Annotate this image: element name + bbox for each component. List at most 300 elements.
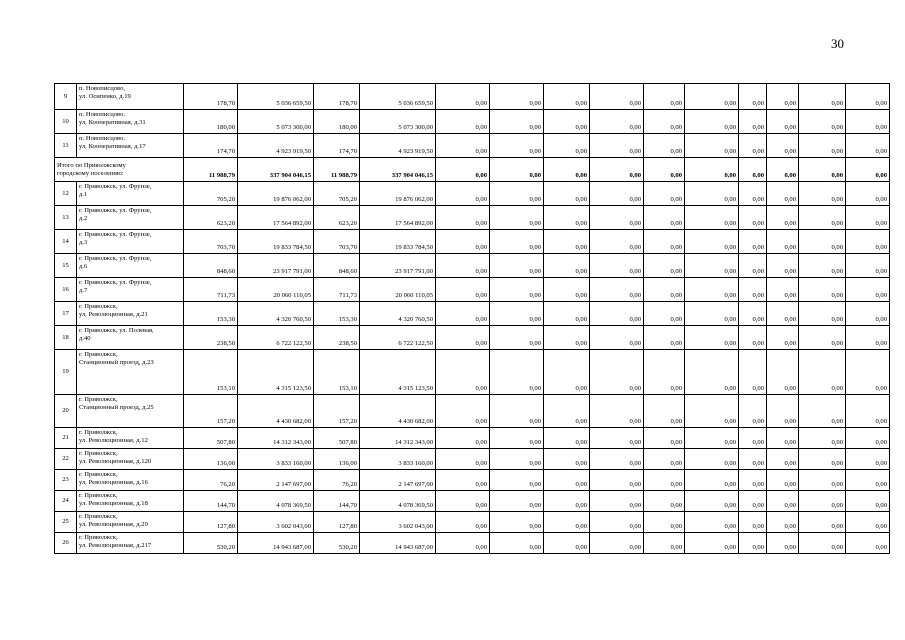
value-cell: 17 564 892,00 [238, 206, 314, 230]
value-cell: 0,00 [767, 533, 799, 554]
value-cell: 0,00 [685, 350, 739, 395]
value-cell: 623,20 [314, 206, 360, 230]
value-cell: 0,00 [767, 158, 799, 182]
value-cell: 19 876 062,00 [238, 182, 314, 206]
value-cell: 0,00 [685, 182, 739, 206]
value-cell: 20 060 110,05 [360, 278, 436, 302]
value-cell: 0,00 [644, 428, 685, 449]
row-number-cell: 26 [55, 533, 77, 554]
value-cell: 180,00 [184, 110, 238, 134]
value-cell: 0,00 [436, 449, 490, 470]
value-cell: 0,00 [767, 84, 799, 110]
value-cell: 0,00 [767, 302, 799, 326]
address-line: г. Приволжск, [79, 471, 118, 478]
address-line: ул. Кооперативная, д.31 [79, 118, 146, 126]
value-cell: 0,00 [590, 470, 644, 491]
value-cell: 0,00 [436, 512, 490, 533]
address-line: г. Приволжск, [79, 396, 118, 403]
value-cell: 0,00 [644, 84, 685, 110]
value-cell: 0,00 [490, 302, 544, 326]
value-cell: 0,00 [767, 491, 799, 512]
value-cell: 0,00 [590, 491, 644, 512]
value-cell: 19 833 784,50 [360, 230, 436, 254]
value-cell: 4 430 682,00 [238, 395, 314, 428]
value-cell: 0,00 [590, 206, 644, 230]
address-line: д.1 [79, 190, 88, 198]
value-cell: 5 073 300,00 [238, 110, 314, 134]
value-cell: 0,00 [739, 428, 767, 449]
value-cell: 0,00 [644, 302, 685, 326]
table-row [55, 449, 890, 470]
value-cell: 0,00 [590, 110, 644, 134]
value-cell: 153,30 [184, 302, 238, 326]
value-cell: 178,70 [184, 84, 238, 110]
value-cell: 0,00 [767, 395, 799, 428]
value-cell: 11 988,79 [184, 158, 238, 182]
table-row [55, 428, 890, 449]
value-cell: 0,00 [846, 428, 890, 449]
value-cell: 3 602 043,00 [360, 512, 436, 533]
value-cell: 0,00 [644, 491, 685, 512]
value-cell: 0,00 [799, 182, 846, 206]
value-cell: 0,00 [544, 254, 590, 278]
value-cell: 0,00 [799, 230, 846, 254]
value-cell: 23 917 791,00 [360, 254, 436, 278]
value-cell: 0,00 [490, 395, 544, 428]
value-cell: 0,00 [799, 512, 846, 533]
value-cell: 174,70 [314, 134, 360, 158]
table-row [55, 206, 890, 230]
row-number-cell: 14 [55, 230, 77, 254]
value-cell: 0,00 [644, 350, 685, 395]
value-cell: 0,00 [544, 278, 590, 302]
value-cell: 2 147 697,00 [360, 470, 436, 491]
table-row [55, 326, 890, 350]
address-line: г. Приволжск, [79, 492, 118, 499]
address-cell [77, 206, 184, 230]
value-cell: 238,50 [184, 326, 238, 350]
value-cell: 0,00 [739, 302, 767, 326]
address-line: п. Новописцово, [79, 85, 126, 92]
address-cell [77, 84, 184, 110]
value-cell: 0,00 [544, 302, 590, 326]
value-cell: 0,00 [644, 512, 685, 533]
value-cell: 0,00 [846, 326, 890, 350]
table-row [55, 230, 890, 254]
value-cell: 0,00 [590, 84, 644, 110]
value-cell: 0,00 [644, 230, 685, 254]
value-cell: 0,00 [846, 134, 890, 158]
address-cell [77, 110, 184, 134]
address-cell [77, 512, 184, 533]
value-cell: 0,00 [544, 182, 590, 206]
address-cell [77, 428, 184, 449]
value-cell: 0,00 [685, 395, 739, 428]
value-cell: 337 904 046,15 [360, 158, 436, 182]
row-number-cell: 16 [55, 278, 77, 302]
address-cell [77, 470, 184, 491]
value-cell: 0,00 [685, 533, 739, 554]
value-cell: 0,00 [767, 350, 799, 395]
address-cell [77, 230, 184, 254]
value-cell: 0,00 [436, 158, 490, 182]
table-total-row [55, 158, 890, 182]
value-cell: 0,00 [799, 158, 846, 182]
value-cell: 6 722 122,50 [238, 326, 314, 350]
value-cell: 0,00 [846, 110, 890, 134]
value-cell: 127,80 [184, 512, 238, 533]
value-cell: 4 315 123,50 [360, 350, 436, 395]
value-cell: 0,00 [490, 254, 544, 278]
row-number-cell: 24 [55, 491, 77, 512]
value-cell: 0,00 [644, 110, 685, 134]
value-cell: 0,00 [490, 512, 544, 533]
row-number-cell: 11 [55, 134, 77, 158]
value-cell: 0,00 [436, 428, 490, 449]
value-cell: 0,00 [739, 158, 767, 182]
value-cell: 0,00 [490, 470, 544, 491]
value-cell: 0,00 [644, 470, 685, 491]
value-cell: 0,00 [685, 428, 739, 449]
value-cell: 0,00 [590, 278, 644, 302]
address-line: Станционный проезд, д.25 [79, 403, 154, 411]
value-cell: 0,00 [767, 428, 799, 449]
value-cell: 0,00 [685, 230, 739, 254]
value-cell: 153,30 [314, 302, 360, 326]
value-cell: 0,00 [685, 326, 739, 350]
value-cell: 136,00 [184, 449, 238, 470]
address-line: ул. Революционная, д.16 [79, 478, 148, 486]
value-cell: 0,00 [739, 254, 767, 278]
value-cell: 0,00 [846, 206, 890, 230]
address-line: д.3 [79, 238, 88, 246]
address-cell [77, 449, 184, 470]
value-cell: 0,00 [544, 230, 590, 254]
value-cell: 0,00 [846, 254, 890, 278]
value-cell: 848,60 [184, 254, 238, 278]
address-line: г. Приволжск, ул. Фрунзе, [79, 255, 152, 262]
address-line: г. Приволжск, [79, 429, 118, 436]
value-cell: 0,00 [739, 491, 767, 512]
value-cell: 0,00 [644, 326, 685, 350]
value-cell: 0,00 [685, 84, 739, 110]
value-cell: 0,00 [544, 326, 590, 350]
value-cell: 705,20 [314, 182, 360, 206]
value-cell: 0,00 [799, 302, 846, 326]
address-cell [77, 182, 184, 206]
value-cell: 0,00 [799, 533, 846, 554]
address-line: г. Приволжск, [79, 351, 118, 358]
value-cell: 0,00 [799, 350, 846, 395]
value-cell: 136,00 [314, 449, 360, 470]
value-cell: 0,00 [436, 302, 490, 326]
value-cell: 0,00 [436, 134, 490, 158]
value-cell: 0,00 [490, 449, 544, 470]
address-line: городскому поселению: [57, 169, 124, 177]
address-line: г. Приволжск, ул. Полевая, [79, 327, 154, 334]
value-cell: 0,00 [685, 134, 739, 158]
table-row [55, 278, 890, 302]
value-cell: 0,00 [799, 84, 846, 110]
address-line: п. Новописцово. [79, 111, 126, 118]
value-cell: 0,00 [685, 470, 739, 491]
value-cell: 0,00 [846, 84, 890, 110]
value-cell: 0,00 [544, 395, 590, 428]
value-cell: 0,00 [644, 449, 685, 470]
value-cell: 0,00 [436, 278, 490, 302]
value-cell: 0,00 [799, 254, 846, 278]
value-cell: 4 320 760,50 [238, 302, 314, 326]
value-cell: 337 904 046,15 [238, 158, 314, 182]
total-label-cell [55, 158, 184, 182]
value-cell: 19 876 062,00 [360, 182, 436, 206]
table-row [55, 395, 890, 428]
value-cell: 0,00 [846, 158, 890, 182]
address-line: г. Приволжск, ул. Фрунзе, [79, 183, 152, 190]
address-cell [77, 326, 184, 350]
value-cell: 0,00 [799, 134, 846, 158]
value-cell: 0,00 [739, 182, 767, 206]
value-cell: 0,00 [436, 254, 490, 278]
value-cell: 0,00 [767, 512, 799, 533]
value-cell: 0,00 [590, 254, 644, 278]
value-cell: 530,20 [314, 533, 360, 554]
value-cell: 507,80 [184, 428, 238, 449]
value-cell: 0,00 [544, 84, 590, 110]
value-cell: 0,00 [739, 512, 767, 533]
address-line: г. Приволжск, [79, 450, 118, 457]
value-cell: 14 312 343,00 [238, 428, 314, 449]
row-number-cell: 12 [55, 182, 77, 206]
value-cell: 703,70 [314, 230, 360, 254]
value-cell: 0,00 [644, 395, 685, 428]
value-cell: 0,00 [544, 158, 590, 182]
value-cell: 23 917 791,00 [238, 254, 314, 278]
value-cell: 0,00 [799, 491, 846, 512]
value-cell: 0,00 [644, 278, 685, 302]
value-cell: 238,50 [314, 326, 360, 350]
value-cell: 0,00 [799, 449, 846, 470]
value-cell: 0,00 [739, 230, 767, 254]
value-cell: 0,00 [739, 395, 767, 428]
value-cell: 0,00 [544, 533, 590, 554]
address-line: г. Приволжск, [79, 303, 118, 310]
table-row [55, 512, 890, 533]
row-number-cell: 25 [55, 512, 77, 533]
value-cell: 0,00 [590, 182, 644, 206]
value-cell: 4 078 369,50 [238, 491, 314, 512]
table-row [55, 350, 890, 395]
value-cell: 3 833 160,00 [238, 449, 314, 470]
address-cell [77, 491, 184, 512]
value-cell: 0,00 [544, 110, 590, 134]
value-cell: 4 430 682,00 [360, 395, 436, 428]
address-line: Станционный проезд, д.23 [79, 358, 154, 366]
value-cell: 0,00 [590, 533, 644, 554]
value-cell: 0,00 [436, 84, 490, 110]
value-cell: 0,00 [685, 254, 739, 278]
value-cell: 0,00 [739, 533, 767, 554]
value-cell: 0,00 [490, 428, 544, 449]
value-cell: 0,00 [799, 428, 846, 449]
value-cell: 0,00 [767, 182, 799, 206]
value-cell: 0,00 [544, 428, 590, 449]
value-cell: 3 833 160,00 [360, 449, 436, 470]
value-cell: 0,00 [590, 326, 644, 350]
value-cell: 0,00 [767, 230, 799, 254]
address-line: ул. Кооперативная, д.17 [79, 142, 146, 150]
value-cell: 0,00 [685, 512, 739, 533]
value-cell: 0,00 [436, 326, 490, 350]
table-row [55, 254, 890, 278]
address-line: ул. Революционная, д.21 [79, 310, 148, 318]
value-cell: 0,00 [590, 302, 644, 326]
value-cell: 4 315 123,50 [238, 350, 314, 395]
value-cell: 0,00 [767, 278, 799, 302]
value-cell: 0,00 [490, 350, 544, 395]
address-line: ул. Революционная, д.12 [79, 436, 148, 444]
value-cell: 0,00 [544, 206, 590, 230]
address-cell [77, 395, 184, 428]
table-row [55, 110, 890, 134]
address-line: д.7 [79, 286, 88, 294]
value-cell: 0,00 [685, 302, 739, 326]
value-cell: 5 073 300,00 [360, 110, 436, 134]
value-cell: 0,00 [490, 134, 544, 158]
value-cell: 5 036 659,50 [238, 84, 314, 110]
value-cell: 705,20 [184, 182, 238, 206]
value-cell: 0,00 [846, 182, 890, 206]
value-cell: 127,80 [314, 512, 360, 533]
address-line: ул. Осипенко, д.19 [79, 92, 131, 100]
address-line: ул. Революционная, д.18 [79, 499, 148, 507]
value-cell: 0,00 [544, 350, 590, 395]
value-cell: 0,00 [436, 206, 490, 230]
address-cell [77, 533, 184, 554]
value-cell: 2 147 697,00 [238, 470, 314, 491]
table-row [55, 134, 890, 158]
value-cell: 0,00 [490, 278, 544, 302]
row-number-cell: 23 [55, 470, 77, 491]
value-cell: 0,00 [490, 230, 544, 254]
table-row [55, 182, 890, 206]
address-cell [77, 278, 184, 302]
value-cell: 0,00 [436, 230, 490, 254]
value-cell: 0,00 [590, 158, 644, 182]
value-cell: 0,00 [846, 302, 890, 326]
value-cell: 0,00 [590, 428, 644, 449]
address-line: г. Приволжск, ул. Фрунзе, [79, 279, 152, 286]
value-cell: 0,00 [739, 206, 767, 230]
row-number-cell: 21 [55, 428, 77, 449]
value-cell: 0,00 [644, 182, 685, 206]
value-cell: 0,00 [590, 350, 644, 395]
value-cell: 0,00 [799, 110, 846, 134]
value-cell: 4 923 919,50 [360, 134, 436, 158]
value-cell: 0,00 [685, 206, 739, 230]
value-cell: 848,60 [314, 254, 360, 278]
table-row [55, 491, 890, 512]
value-cell: 0,00 [685, 110, 739, 134]
value-cell: 0,00 [436, 350, 490, 395]
value-cell: 153,10 [314, 350, 360, 395]
value-cell: 14 943 687,00 [238, 533, 314, 554]
value-cell: 178,70 [314, 84, 360, 110]
address-line: г. Приволжск, ул. Фрунзе, [79, 231, 152, 238]
value-cell: 0,00 [685, 158, 739, 182]
value-cell: 0,00 [544, 512, 590, 533]
value-cell: 0,00 [739, 470, 767, 491]
value-cell: 0,00 [799, 326, 846, 350]
value-cell: 4 320 760,50 [360, 302, 436, 326]
value-cell: 6 722 122,50 [360, 326, 436, 350]
address-line: г. Приволжск, [79, 534, 118, 541]
address-line: п. Новописцово. [79, 135, 126, 142]
value-cell: 0,00 [644, 134, 685, 158]
address-line: г. Приволжск, ул. Фрунзе, [79, 207, 152, 214]
value-cell: 0,00 [436, 470, 490, 491]
value-cell: 0,00 [436, 395, 490, 428]
value-cell: 0,00 [544, 134, 590, 158]
value-cell: 0,00 [767, 449, 799, 470]
value-cell: 144,70 [314, 491, 360, 512]
value-cell: 180,00 [314, 110, 360, 134]
value-cell: 0,00 [799, 470, 846, 491]
value-cell: 0,00 [685, 491, 739, 512]
value-cell: 0,00 [767, 134, 799, 158]
address-line: ул. Революционная, д.217 [79, 541, 152, 549]
value-cell: 4 923 919,50 [238, 134, 314, 158]
address-cell [77, 302, 184, 326]
value-cell: 0,00 [739, 84, 767, 110]
value-cell: 703,70 [184, 230, 238, 254]
value-cell: 153,10 [184, 350, 238, 395]
value-cell: 0,00 [590, 449, 644, 470]
value-cell: 0,00 [739, 110, 767, 134]
table-row [55, 470, 890, 491]
value-cell: 0,00 [490, 182, 544, 206]
value-cell: 0,00 [490, 533, 544, 554]
value-cell: 0,00 [846, 491, 890, 512]
value-cell: 0,00 [846, 278, 890, 302]
row-number-cell: 17 [55, 302, 77, 326]
value-cell: 0,00 [490, 491, 544, 512]
value-cell: 530,20 [184, 533, 238, 554]
value-cell: 157,20 [184, 395, 238, 428]
value-cell: 0,00 [846, 512, 890, 533]
value-cell: 0,00 [846, 470, 890, 491]
value-cell: 4 078 369,50 [360, 491, 436, 512]
value-cell: 0,00 [846, 350, 890, 395]
address-line: г. Приволжск, [79, 513, 118, 520]
value-cell: 20 060 110,05 [238, 278, 314, 302]
value-cell: 0,00 [590, 230, 644, 254]
address-line: д.40 [79, 334, 91, 342]
value-cell: 0,00 [590, 134, 644, 158]
row-number-cell: 22 [55, 449, 77, 470]
value-cell: 0,00 [490, 158, 544, 182]
row-number-cell: 20 [55, 395, 77, 428]
value-cell: 0,00 [436, 533, 490, 554]
value-cell: 0,00 [590, 512, 644, 533]
value-cell: 0,00 [767, 206, 799, 230]
value-cell: 157,20 [314, 395, 360, 428]
value-cell: 0,00 [739, 449, 767, 470]
table-row [55, 533, 890, 554]
value-cell: 0,00 [490, 84, 544, 110]
value-cell: 0,00 [799, 206, 846, 230]
value-cell: 711,73 [314, 278, 360, 302]
